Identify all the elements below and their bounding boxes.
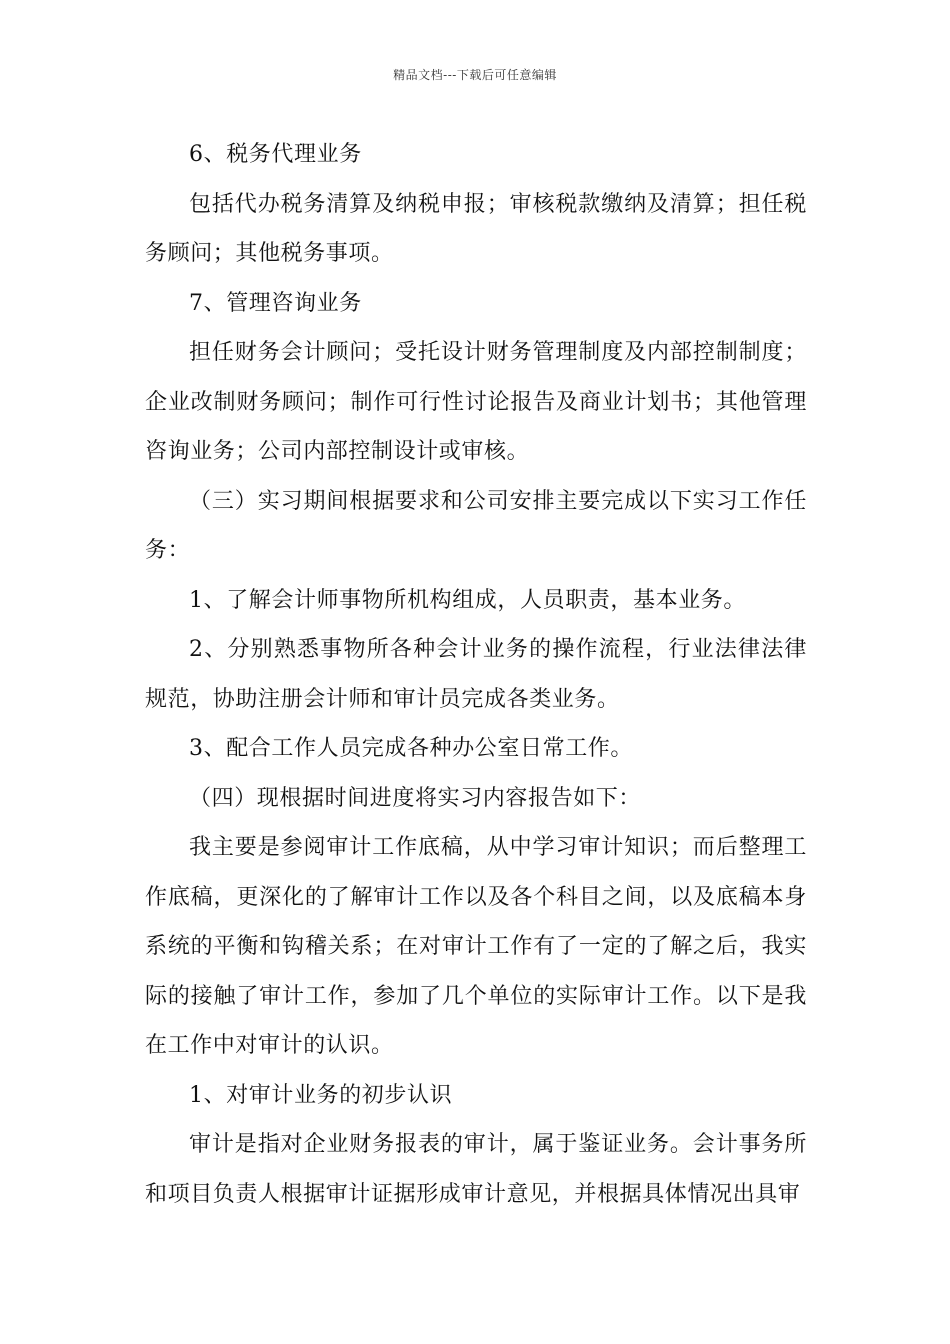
heading-tax-agency: 6、税务代理业务	[189, 142, 362, 167]
heading-management-consulting: 7、管理咨询业务	[189, 290, 362, 316]
section-three-intro: （三）实习期间根据要求和公司安排主要完成以下实习工作任务：	[145, 488, 807, 563]
task-item-1: 1、了解会计师事物所机构组成，人员职责，基本业务。	[189, 587, 746, 613]
paragraph-tax-agency-scope: 包括代办税务清算及纳税申报；审核税款缴纳及清算；担任税务顾问；其他税务事项。	[145, 191, 807, 266]
section-four-intro: （四）现根据时间进度将实习内容报告如下：	[189, 785, 642, 811]
document-body	[145, 130, 807, 1219]
task-item-2: 2、分别熟悉事物所各种会计业务的操作流程，行业法律法律规范，协助注册会计师和审计员完成各类业务。	[145, 637, 807, 712]
page-header: 精品文档---下载后可任意编辑	[393, 68, 557, 82]
heading-audit-understanding: 1、对审计业务的初步认识	[189, 1082, 453, 1108]
paragraph-audit-definition: 审计是指对企业财务报表的审计，属于鉴证业务。会计事务所和项目负责人根据审计证据形成审计意见，并根据具体情况出具审	[145, 1132, 807, 1207]
task-item-3: 3、配合工作人员完成各种办公室日常工作。	[189, 736, 633, 761]
paragraph-consulting-scope: 担任财务会计顾问；受托设计财务管理制度及内部控制制度；企业改制财务顾问；制作可行性讨论报告及商业计划书；其他管理咨询业务；公司内部控制设计或审核。	[145, 340, 807, 464]
paragraph-work-summary: 我主要是参阅审计工作底稿，从中学习审计知识；而后整理工作底稿，更深化的了解审计工作以及各个科目之间，以及底稿本身系统的平衡和钩稽关系；在对审计工作有了一定的了解之后，我实际的接触了审计工作，参加了几个单位的实际审计工作。以下是我在工作中对审计的认识。	[145, 835, 807, 1058]
